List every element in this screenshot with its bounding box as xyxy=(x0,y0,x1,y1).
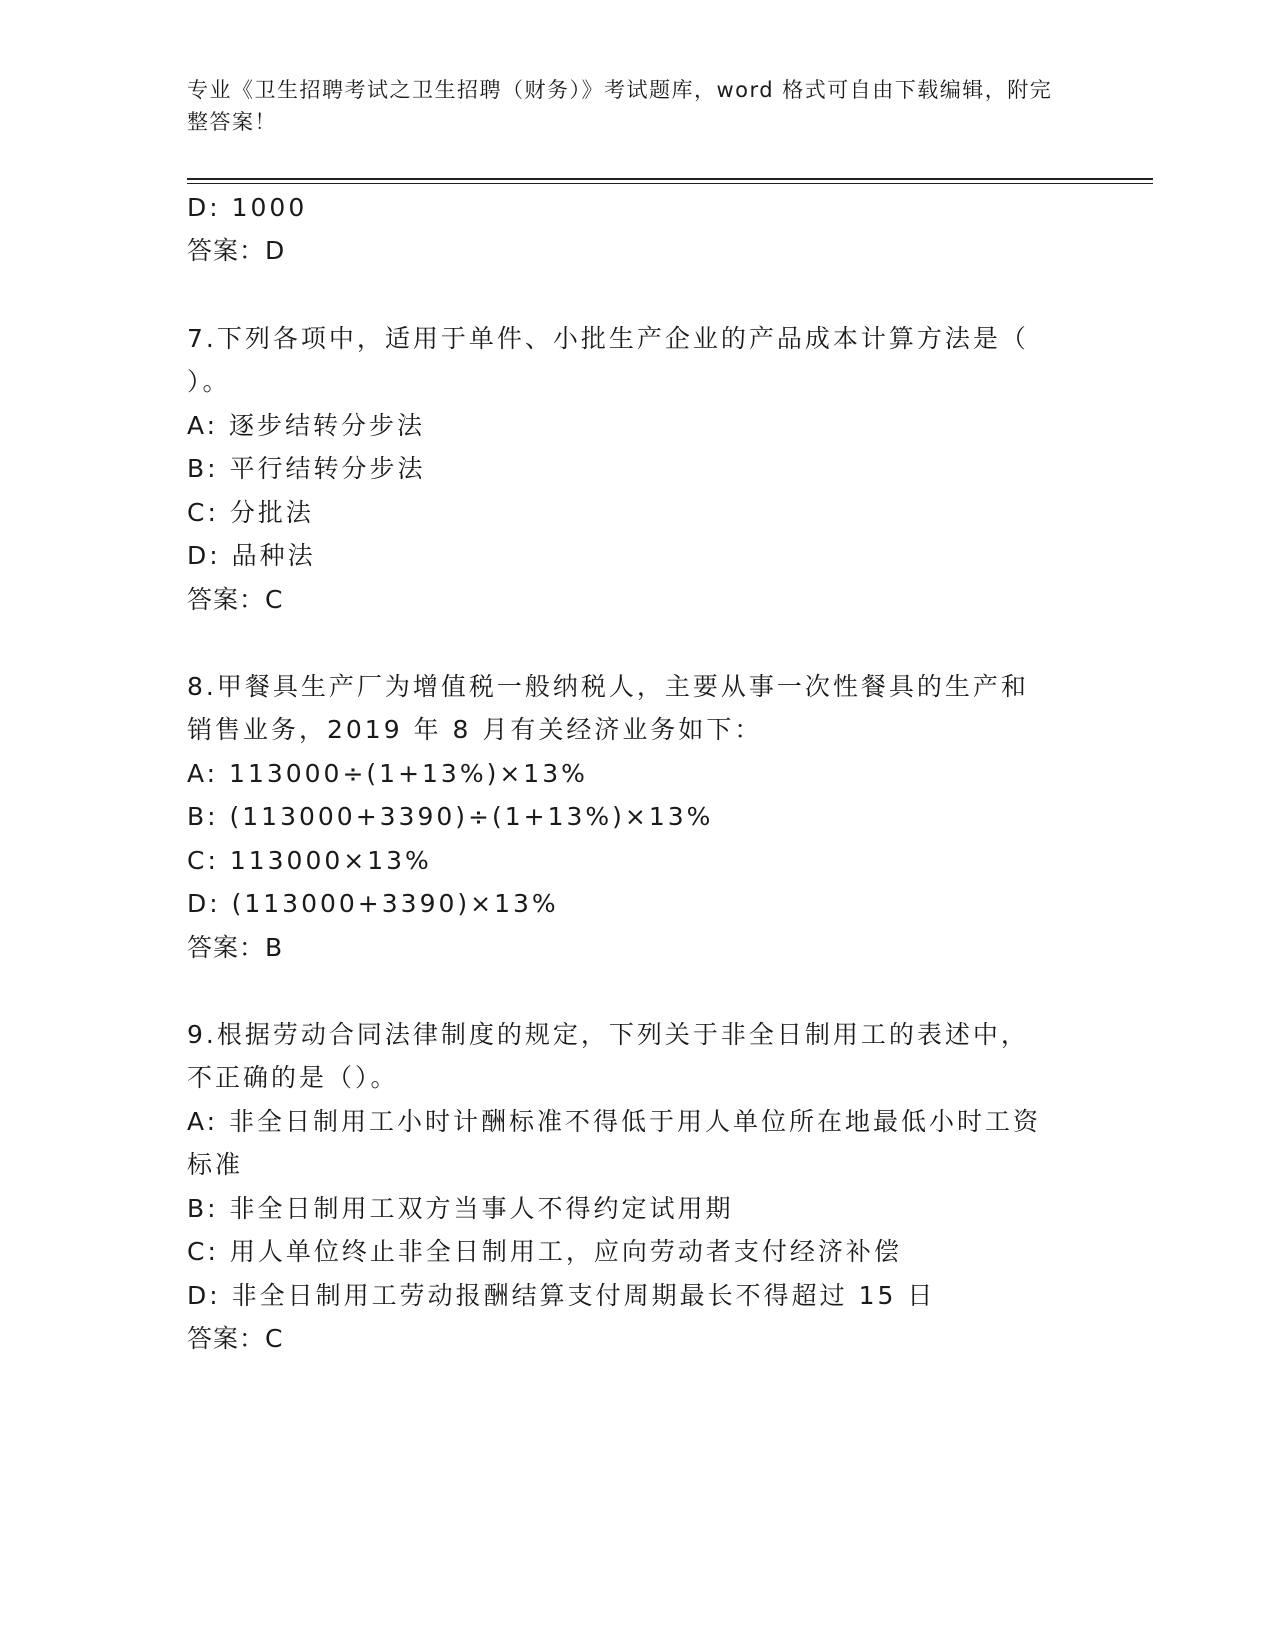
q7-option-d: D: 品种法 xyxy=(187,541,316,570)
q7-stem-line1: 7.下列各项中，适用于单件、小批生产企业的产品成本计算方法是（ xyxy=(187,324,1029,353)
q9-option-a-line2: 标准 xyxy=(187,1150,244,1179)
q8-option-c: C: 113000×13% xyxy=(187,846,432,875)
q9-option-a-line1: A: 非全日制用工小时计酬标准不得低于用人单位所在地最低小时工资 xyxy=(187,1107,1042,1136)
header-rule-thin xyxy=(187,183,1153,184)
q8-option-a: A: 113000÷(1+13%)×13% xyxy=(187,759,588,788)
prev-option-d: D: 1000 xyxy=(187,193,308,222)
q8-stem-line2: 销售业务，2019 年 8 月有关经济业务如下： xyxy=(187,715,763,744)
q7-option-a: A: 逐步结转分步法 xyxy=(187,411,426,440)
q8-option-b: B: (113000+3390)÷(1+13%)×13% xyxy=(187,802,714,831)
q9-stem-line1: 9.根据劳动合同法律制度的规定，下列关于非全日制用工的表述中， xyxy=(187,1020,1029,1049)
q9-option-d: D: 非全日制用工劳动报酬结算支付周期最长不得超过 15 日 xyxy=(187,1281,936,1310)
header-rule-thick xyxy=(187,178,1153,180)
q9-stem-line2: 不正确的是（）。 xyxy=(187,1063,399,1092)
q9-option-b: B: 非全日制用工双方当事人不得约定试用期 xyxy=(187,1194,734,1223)
q7-option-c: C: 分批法 xyxy=(187,498,314,527)
q7-answer: 答案：C xyxy=(187,585,284,614)
document-header: 专业《卫生招聘考试之卫生招聘（财务）》考试题库，word 格式可自由下载编辑，附完整答案！ xyxy=(187,78,1053,134)
q8-answer: 答案：B xyxy=(187,933,284,962)
q9-option-c: C: 用人单位终止非全日制用工，应向劳动者支付经济补偿 xyxy=(187,1237,902,1266)
prev-answer: 答案：D xyxy=(187,236,286,265)
q7-stem-line2: ）。 xyxy=(187,367,231,396)
q8-option-d: D: (113000+3390)×13% xyxy=(187,889,559,918)
q9-answer: 答案：C xyxy=(187,1324,284,1353)
q8-stem-line1: 8.甲餐具生产厂为增值税一般纳税人，主要从事一次性餐具的生产和 xyxy=(187,672,1029,701)
q7-option-b: B: 平行结转分步法 xyxy=(187,454,426,483)
